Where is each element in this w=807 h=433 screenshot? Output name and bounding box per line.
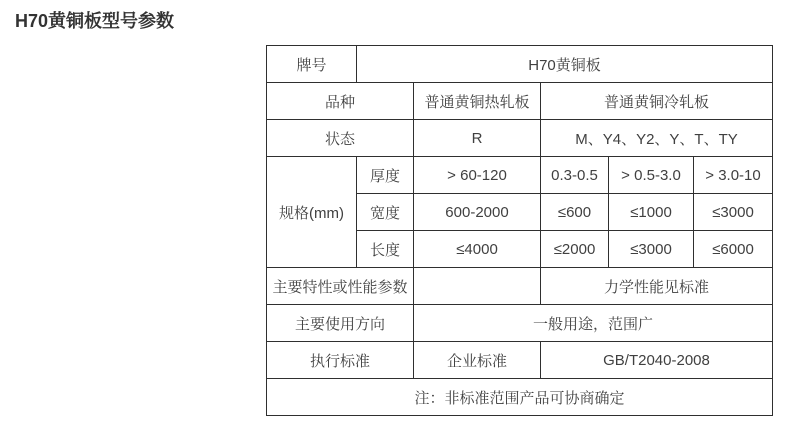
table-row-variety bbox=[267, 83, 773, 120]
width-cold-value-1: ≤600 bbox=[541, 194, 609, 231]
state-hot-rolled: R bbox=[414, 120, 541, 157]
table-row-brand bbox=[267, 46, 773, 83]
state-cold-rolled: M、Y4、Y2、Y、T、TY bbox=[541, 120, 773, 157]
thickness-cold-value-2: > 0.5-3.0 bbox=[609, 157, 694, 194]
width-hot-value: 600-2000 bbox=[414, 194, 541, 231]
variety-label: 品种 bbox=[267, 83, 414, 120]
width-cold-value-2: ≤1000 bbox=[609, 194, 694, 231]
width-label: 宽度 bbox=[357, 194, 414, 231]
variety-hot-rolled: 普通黄铜热轧板 bbox=[414, 83, 541, 120]
length-cold-value-3: ≤6000 bbox=[694, 231, 773, 268]
table-row-state bbox=[267, 120, 773, 157]
usage-value: 一般用途，范围广 bbox=[414, 305, 773, 342]
features-empty-cell bbox=[414, 268, 541, 305]
table-row-standard bbox=[267, 342, 773, 379]
brand-value: H70黄铜板 bbox=[357, 46, 773, 83]
spec-table bbox=[266, 45, 773, 416]
length-label: 长度 bbox=[357, 231, 414, 268]
width-cold-value-3: ≤3000 bbox=[694, 194, 773, 231]
note-text: 注：非标准范围产品可协商确定 bbox=[267, 379, 773, 416]
spec-label: 规格(mm) bbox=[267, 157, 357, 268]
state-label: 状态 bbox=[267, 120, 414, 157]
features-value: 力学性能见标准 bbox=[541, 268, 773, 305]
thickness-hot-value: > 60-120 bbox=[414, 157, 541, 194]
table-row-note bbox=[267, 379, 773, 416]
variety-cold-rolled: 普通黄铜冷轧板 bbox=[541, 83, 773, 120]
thickness-cold-value-3: > 3.0-10 bbox=[694, 157, 773, 194]
length-cold-value-1: ≤2000 bbox=[541, 231, 609, 268]
features-label: 主要特性或性能参数 bbox=[267, 268, 414, 305]
thickness-label: 厚度 bbox=[357, 157, 414, 194]
standard-label: 执行标准 bbox=[267, 342, 414, 379]
brand-label: 牌号 bbox=[267, 46, 357, 83]
standard-type: 企业标准 bbox=[414, 342, 541, 379]
page-title: H70黄铜板型号参数 bbox=[15, 11, 175, 31]
length-hot-value: ≤4000 bbox=[414, 231, 541, 268]
table-row-usage bbox=[267, 305, 773, 342]
table-row-thickness bbox=[267, 157, 773, 194]
table-row-features bbox=[267, 268, 773, 305]
thickness-cold-value-1: 0.3-0.5 bbox=[541, 157, 609, 194]
standard-code: GB/T2040-2008 bbox=[541, 342, 773, 379]
length-cold-value-2: ≤3000 bbox=[609, 231, 694, 268]
usage-label: 主要使用方向 bbox=[267, 305, 414, 342]
